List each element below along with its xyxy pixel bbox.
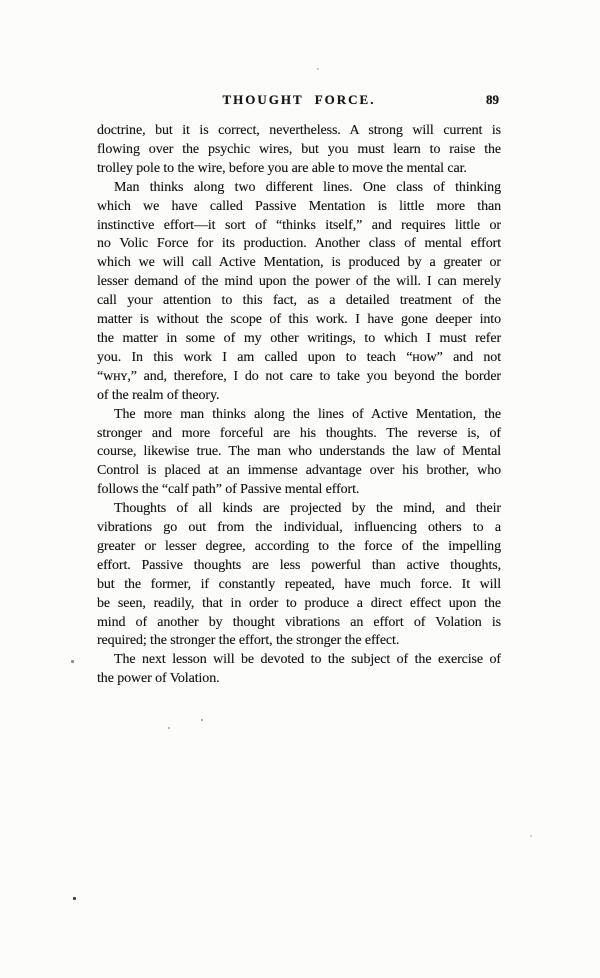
page-number: 89 bbox=[486, 92, 499, 107]
ink-speck bbox=[168, 727, 170, 729]
text-line: trolley pole to the wire, before you are able to move the mental car. bbox=[97, 160, 467, 176]
text-line: instinctive effort—it sort of “thinks itself,” and requires little or bbox=[97, 217, 501, 233]
text-line: follows the “calf path” of Passive mental effort. bbox=[97, 482, 360, 498]
text-line: matter is without the scope of this work. I have gone deeper into bbox=[97, 312, 501, 328]
text-line: which we will call Active Mentation, is produced by a greater or bbox=[97, 255, 501, 271]
text-line: mind of another by thought vibrations an effort of Volation is bbox=[97, 614, 501, 630]
ink-speck bbox=[201, 719, 203, 721]
text-line: but the former, if constantly repeated, have much force. It will bbox=[97, 576, 501, 592]
ink-speck bbox=[530, 835, 532, 837]
ink-speck bbox=[71, 660, 74, 663]
text-line: the matter in some of my other writings, to which I must refer bbox=[97, 330, 501, 346]
text-line: the power of Volation. bbox=[97, 671, 220, 687]
text-line: The more man thinks along the lines of Active Mentation, the bbox=[114, 406, 501, 422]
text-line: Man thinks along two different lines. One class of thinking bbox=[114, 179, 501, 195]
ink-speck bbox=[317, 68, 319, 70]
text-line: flowing over the psychic wires, but you must learn to raise the bbox=[97, 141, 501, 157]
running-head bbox=[97, 92, 501, 108]
text-line: call your attention to this fact, as a detailed treatment of the bbox=[97, 293, 501, 309]
text-line: required; the stronger the effort, the stronger the effect. bbox=[97, 633, 400, 649]
text-line: no Volic Force for its production. Another class of mental effort bbox=[97, 236, 501, 252]
text-line: you. In this work I am called upon to teach “ʜᴏᴡ” and not bbox=[97, 349, 501, 365]
text-line: which we have called Passive Mentation is little more than bbox=[97, 198, 501, 214]
ink-speck bbox=[73, 897, 76, 900]
text-line: Thoughts of all kinds are projected by the mind, and their bbox=[114, 501, 501, 517]
text-line: doctrine, but it is correct, nevertheless. A strong will current is bbox=[97, 123, 501, 138]
running-head-title: THOUGHT FORCE. bbox=[222, 92, 376, 107]
text-line: of the realm of theory. bbox=[97, 387, 220, 403]
text-line: Control is placed at an immense advantage over his brother, who bbox=[97, 463, 501, 479]
text-line: vibrations go out from the individual, influencing others to a bbox=[97, 520, 501, 536]
text-line: course, likewise true. The man who understands the law of Mental bbox=[97, 444, 501, 460]
text-line: “ᴡʜʏ,” and, therefore, I do not care to take you beyond the border bbox=[97, 368, 501, 384]
text-line: stronger and more forceful are his thoughts. The reverse is, of bbox=[97, 425, 501, 441]
text-line: lesser demand of the mind upon the power of the will. I can merely bbox=[97, 274, 501, 290]
text-line: effort. Passive thoughts are less powerful than active thoughts, bbox=[97, 557, 501, 573]
text-line: The next lesson will be devoted to the subject of the exercise of bbox=[114, 652, 501, 668]
page-body-text bbox=[97, 122, 501, 689]
text-line: greater or lesser degree, according to the force of the impelling bbox=[97, 538, 501, 554]
text-line: be seen, readily, that in order to produce a direct effect upon the bbox=[97, 595, 501, 611]
